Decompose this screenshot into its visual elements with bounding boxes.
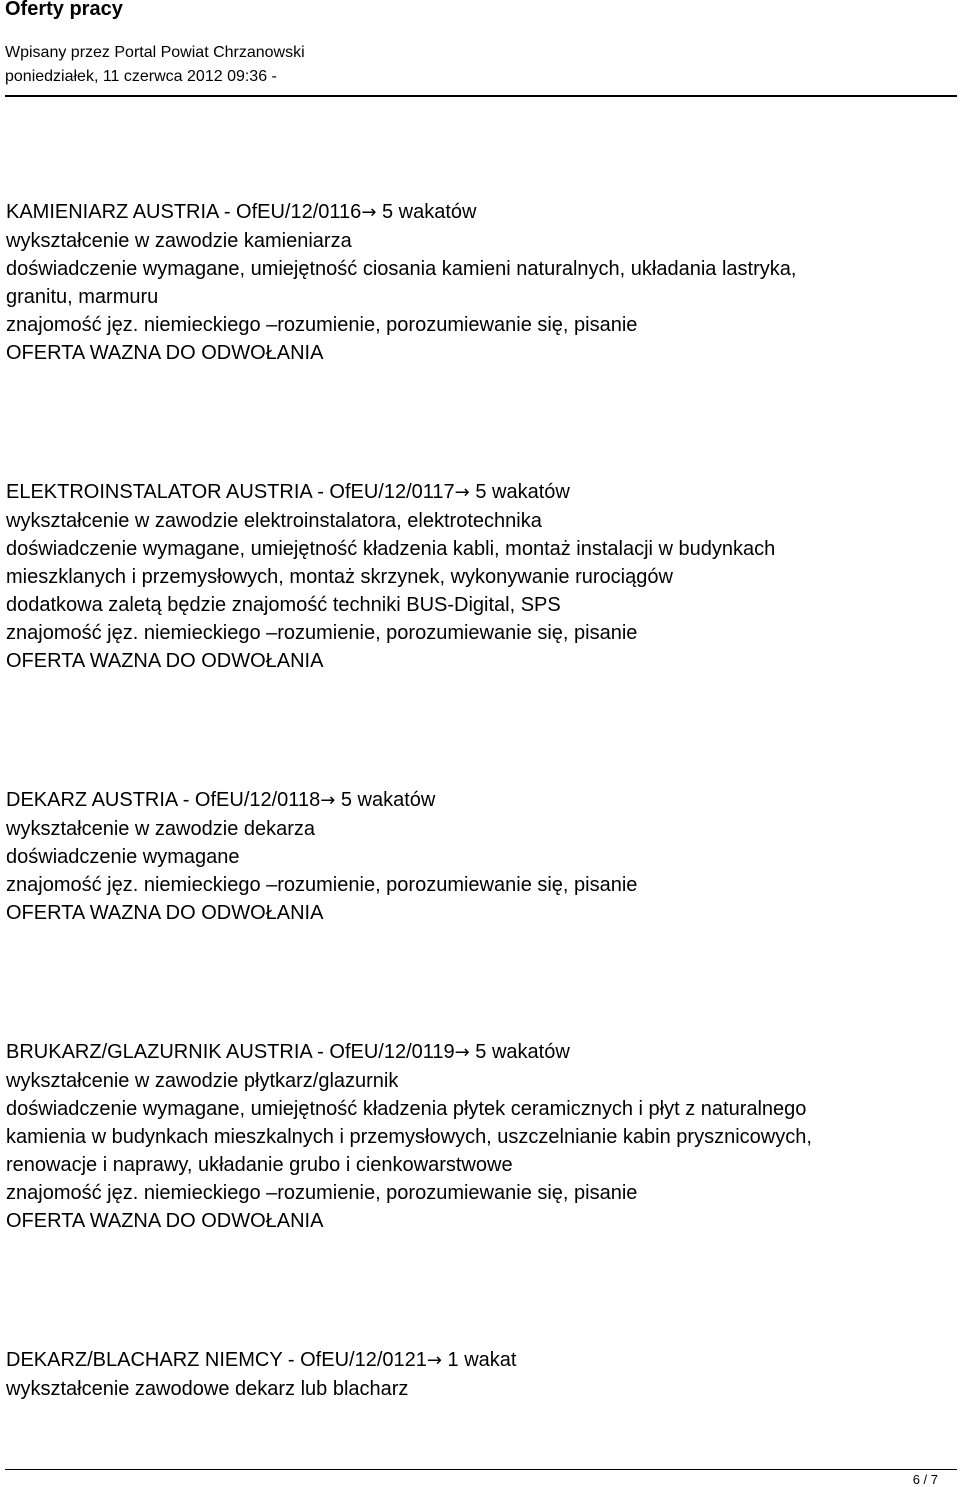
offer-heading: [6, 786, 946, 815]
job-offer-elektroinstalator: [6, 478, 946, 675]
offer-vacancies: 5 wakatów: [469, 1041, 570, 1063]
offer-validity: OFERTA WAZNA DO ODWOŁANIA: [6, 342, 324, 364]
offer-validity: OFERTA WAZNA DO ODWOŁANIA: [6, 1210, 324, 1232]
job-offer-kamieniarz: [6, 198, 946, 367]
offer-validity: OFERTA WAZNA DO ODWOŁANIA: [6, 650, 324, 672]
offer-line: wykształcenie w zawodzie dekarza: [6, 818, 316, 840]
arrow-right-icon: →: [320, 790, 336, 811]
arrow-right-icon: →: [454, 1042, 470, 1063]
offer-title: BRUKARZ/GLAZURNIK AUSTRIA - OfEU/12/0119: [6, 1041, 455, 1063]
offer-line: wykształcenie zawodowe dekarz lub blacharz: [6, 1378, 409, 1400]
author-line: Wpisany przez Portal Powiat Chrzanowski: [5, 44, 305, 61]
offer-heading: [6, 198, 946, 227]
offer-line: znajomość jęz. niemieckiego –rozumienie, porozumiewanie się, pisanie: [6, 314, 638, 336]
date-line: poniedziałek, 11 czerwca 2012 09:36 -: [5, 68, 277, 85]
arrow-right-icon: →: [454, 482, 470, 503]
offer-line: renowacje i naprawy, układanie grubo i cienkowarstwowe: [6, 1154, 513, 1176]
offer-heading: [6, 1346, 946, 1375]
offer-vacancies: 1 wakat: [441, 1349, 517, 1371]
page-title: Oferty pracy: [5, 0, 123, 20]
offer-line: doświadczenie wymagane, umiejętność ciosania kamieni naturalnych, układania lastryka,: [6, 258, 797, 280]
offer-line: doświadczenie wymagane, umiejętność kładzenia kabli, montaż instalacji w budynkach: [6, 538, 776, 560]
offer-line: doświadczenie wymagane, umiejętność kładzenia płytek ceramicznych i płyt z naturalnego: [6, 1098, 807, 1120]
job-offer-brukarz-glazurnik: [6, 1038, 946, 1235]
offer-vacancies: 5 wakatów: [469, 481, 570, 503]
offer-vacancies: 5 wakatów: [335, 789, 436, 811]
offer-title: ELEKTROINSTALATOR AUSTRIA - OfEU/12/0117: [6, 481, 455, 503]
offer-line: wykształcenie w zawodzie elektroinstalatora, elektrotechnika: [6, 510, 542, 532]
offer-line: dodatkowa zaletą będzie znajomość techniki BUS-Digital, SPS: [6, 594, 561, 616]
offer-line: kamienia w budynkach mieszkalnych i przemysłowych, uszczelnianie kabin prysznicowych,: [6, 1126, 812, 1148]
arrow-right-icon: →: [426, 1350, 442, 1371]
offer-title: DEKARZ AUSTRIA - OfEU/12/0118: [6, 789, 321, 811]
job-offer-dekarz-blacharz: [6, 1346, 946, 1403]
offer-line: znajomość jęz. niemieckiego –rozumienie, porozumiewanie się, pisanie: [6, 622, 638, 644]
offer-validity: OFERTA WAZNA DO ODWOŁANIA: [6, 902, 324, 924]
offer-line: znajomość jęz. niemieckiego –rozumienie, porozumiewanie się, pisanie: [6, 1182, 638, 1204]
offer-title: DEKARZ/BLACHARZ NIEMCY - OfEU/12/0121: [6, 1349, 427, 1371]
offer-line: wykształcenie w zawodzie kamieniarza: [6, 230, 352, 252]
offer-line: mieszklanych i przemysłowych, montaż skrzynek, wykonywanie rurociągów: [6, 566, 673, 588]
offer-line: znajomość jęz. niemieckiego –rozumienie, porozumiewanie się, pisanie: [6, 874, 638, 896]
offer-line: wykształcenie w zawodzie płytkarz/glazurnik: [6, 1070, 399, 1092]
offer-heading: [6, 478, 946, 507]
header-divider: [5, 95, 957, 97]
page-number: 6 / 7: [912, 1472, 938, 1487]
footer-divider: [5, 1469, 957, 1470]
offer-heading: [6, 1038, 946, 1067]
offer-line: doświadczenie wymagane: [6, 846, 240, 868]
arrow-right-icon: →: [361, 202, 377, 223]
offer-title: KAMIENIARZ AUSTRIA - OfEU/12/0116: [6, 201, 362, 223]
offer-line: granitu, marmuru: [6, 286, 159, 308]
offer-vacancies: 5 wakatów: [376, 201, 477, 223]
job-offer-dekarz: [6, 786, 946, 927]
